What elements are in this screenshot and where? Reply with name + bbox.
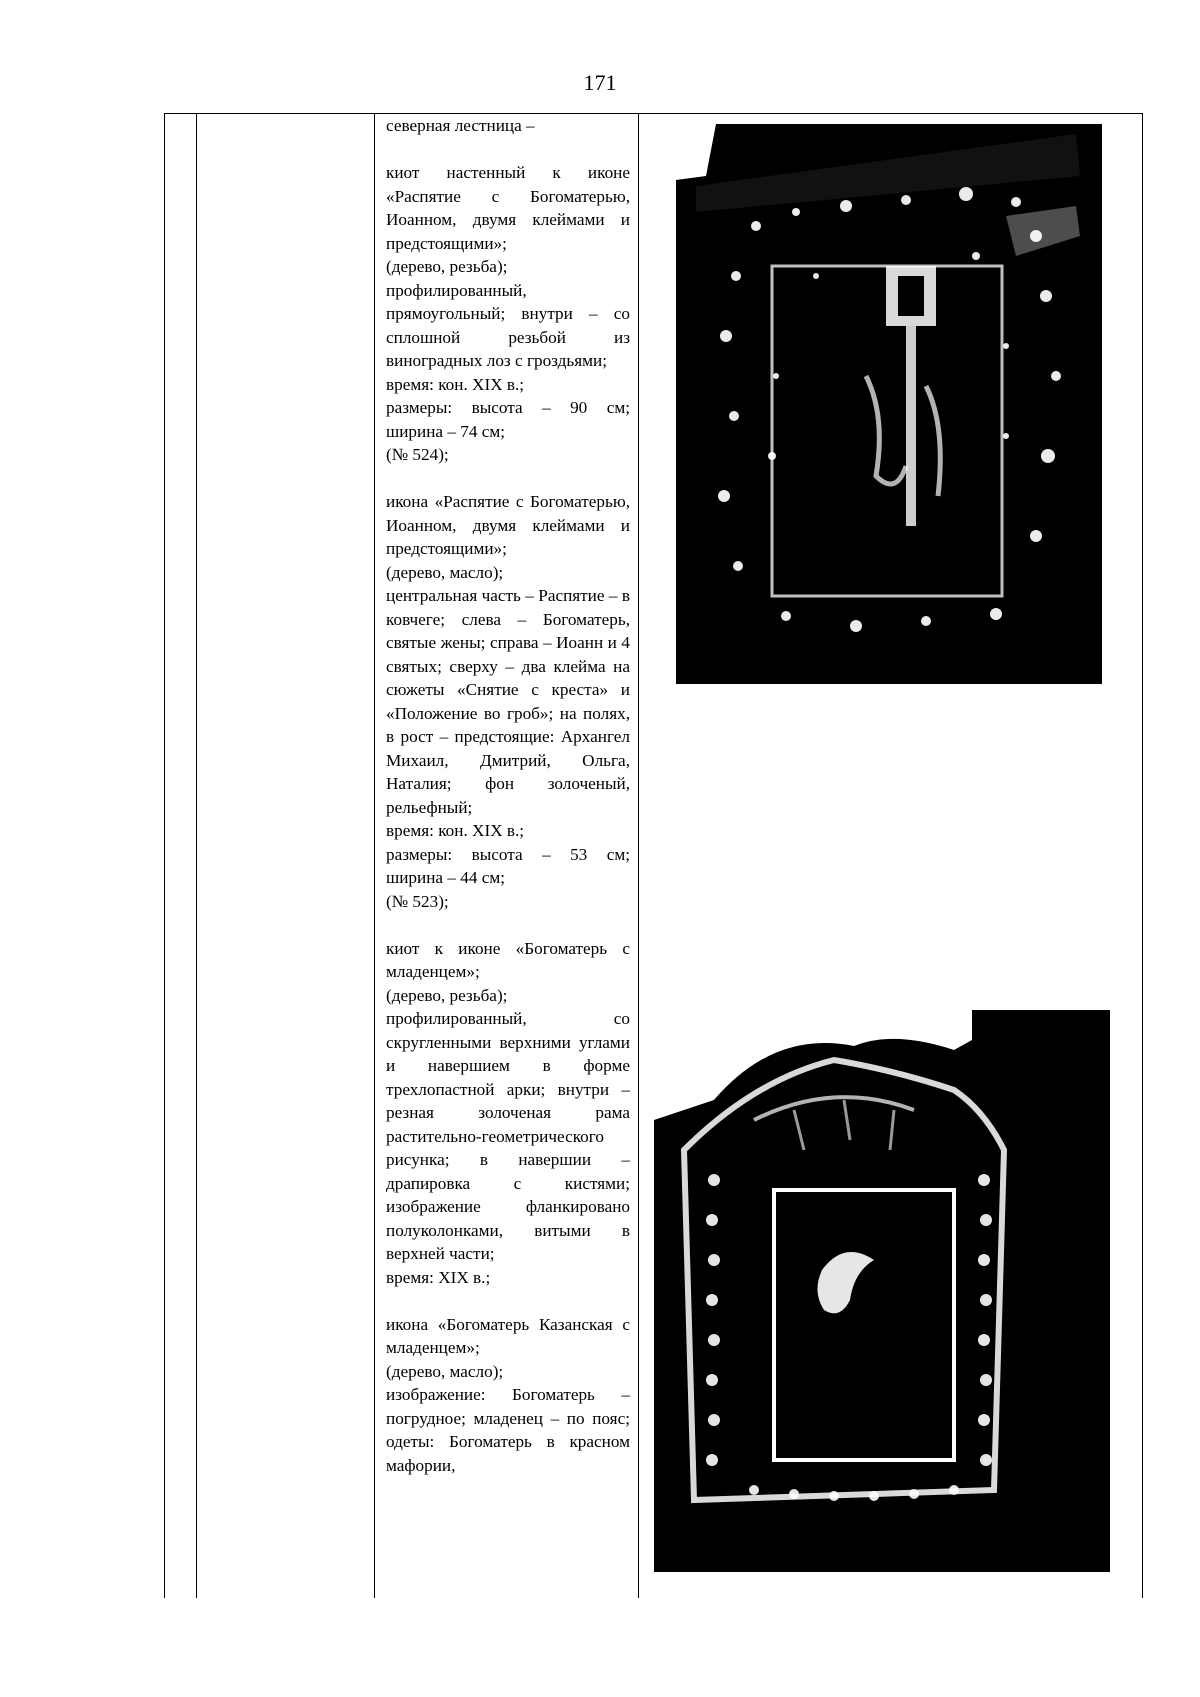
table-rule-top — [164, 113, 1143, 114]
table-rule-text-left — [374, 113, 375, 1598]
photo-kiot-crucifixion — [676, 116, 1102, 684]
photo-kiot-kazan-mother-of-god — [654, 1010, 1110, 1572]
description-column — [386, 114, 630, 1501]
entry-icon-crucifixion: икона «Распятие с Богоматерью, Иоанном, двумя клеймами и предстоящими»; (дерево, масло); центральная часть – Распятие – в ковчеге; слева – Богоматерь, святые жены; справа – Иоанн и 4 святых; сверху – два клейма на сюжеты «Снятие с креста» и «Положение во гроб»; на полях, в рост – предстоящие: Архангел Михаил, Дмитрий, Ольга, Наталия; фон золоченый, рельефный; время: кон. XIX в.; размеры: высота – 53 см; ширина – 44 см; (№ 523); — [386, 492, 630, 911]
table-rule-text-right — [638, 113, 639, 1598]
photo-kiot-kazan-mother-of-god-image — [654, 1010, 1110, 1572]
table-rule-right — [1142, 113, 1143, 1598]
page-number: 171 — [583, 70, 617, 95]
photo-kiot-crucifixion-image — [676, 116, 1102, 684]
table-rule-left-outer — [164, 113, 165, 1598]
entry-icon-kazan: икона «Богоматерь Казанская с младенцем»; (дерево, масло); изображение: Богоматерь – погрудное; младенец – по пояс; одеты: Богоматерь в красном мафории, — [386, 1314, 630, 1475]
table-rule-left-inner — [196, 113, 197, 1598]
entry-kiot-mother-of-god: киот к иконе «Богоматерь с младенцем»; (дерево, резьба); профилированный, со скругленными верхними углами и навершием в форме трехлопастной арки; внутри – резная золоченая рама растительно-геометрического рисунка; в навершии – драпировка с кистями; изображение фланкировано полуколонками, витыми в верхней части; время: XIX в.; — [386, 938, 630, 1287]
entry-heading: северная лестница – — [386, 116, 535, 135]
entry-kiot-crucifixion: киот настенный к иконе «Распятие с Богоматерью, Иоанном, двумя клеймами и предстоящими»; (дерево, резьба); профилированный, прямоугольный; внутри – со сплошной резьбой из виноградных лоз с гроздьями; время: кон. XIX в.; размеры: высота – 90 см; ширина – 74 см; (№ 524); — [386, 163, 630, 464]
